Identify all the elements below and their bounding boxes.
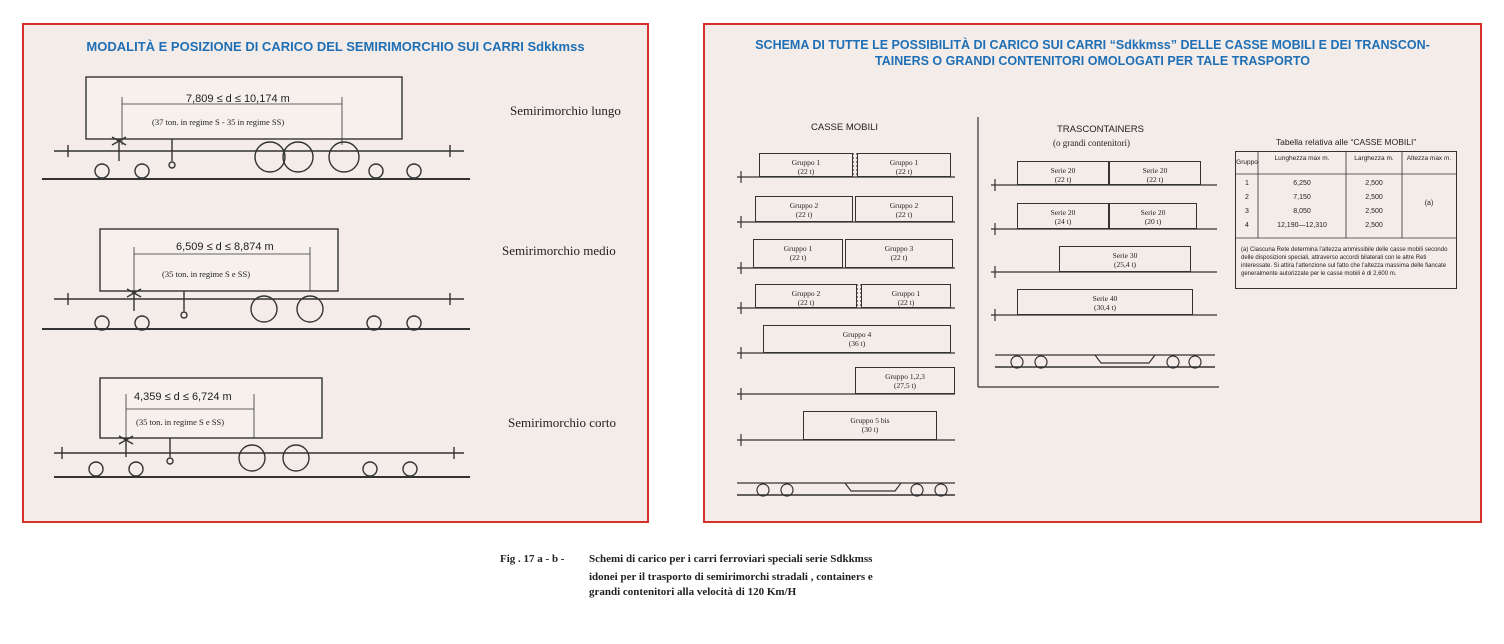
cassa-name: Gruppo 3 — [884, 244, 914, 253]
cassa-weight: (22 t) — [795, 210, 813, 219]
range-medium: 6,509 ≤ d ≤ 8,874 m — [176, 241, 274, 253]
range-short: 4,359 ≤ d ≤ 6,724 m — [134, 391, 232, 403]
trasc-heading: TRASCONTAINERS — [1057, 124, 1144, 135]
table-cell: 4 — [1245, 222, 1249, 229]
table-header: Altezza max m. — [1406, 155, 1452, 162]
table-cell: 1 — [1245, 180, 1249, 187]
table-cell: 12,190—12,310 — [1277, 222, 1327, 229]
cassa-weight: (30 t) — [861, 425, 879, 434]
cassa-weight: (22 t) — [797, 167, 815, 176]
table-cell: 2,500 — [1365, 208, 1383, 215]
note-short: (35 ton. in regime S e SS) — [136, 417, 225, 427]
cassa-name: Gruppo 1 — [783, 244, 813, 253]
container-name: Serie 40 — [1092, 294, 1118, 303]
container-name: Serie 20 — [1142, 166, 1168, 175]
cassa-box — [755, 196, 853, 222]
table-cell: 2,500 — [1365, 194, 1383, 201]
cassa-box — [755, 284, 857, 308]
container-weight: (22 t) — [1146, 175, 1164, 184]
panel-casse-mobili — [703, 23, 1482, 523]
cassa-name: Gruppo 1 — [791, 158, 821, 167]
container-box — [1109, 161, 1201, 185]
cassa-weight: (36 t) — [848, 339, 866, 348]
container-name: Serie 20 — [1140, 208, 1166, 217]
container-box — [1017, 203, 1109, 229]
casse-wagon — [737, 483, 955, 496]
trasc-subheading: (o grandi contenitori) — [1053, 138, 1130, 148]
table-cell: 8,050 — [1293, 208, 1311, 215]
container-weight: (22 t) — [1054, 175, 1072, 184]
table-cell: 2,500 — [1365, 222, 1383, 229]
table-cell-height: (a) — [1424, 200, 1434, 207]
cassa-weight: (22 t) — [897, 298, 915, 307]
range-long: 7,809 ≤ d ≤ 10,174 m — [186, 93, 290, 105]
cassa-box — [763, 325, 951, 353]
cassa-weight: (22 t) — [895, 210, 913, 219]
table-cell: 6,250 — [1293, 180, 1311, 187]
caption-line1: Schemi di carico per i carri ferroviari speciali serie Sdkkmss — [589, 553, 873, 565]
panel-b-title-line2: TAINERS O GRANDI CONTENITORI OMOLOGATI PER TALE TRASPORTO — [875, 54, 1310, 68]
label-short: Semirimorchio corto — [508, 415, 616, 430]
cassa-box — [759, 153, 853, 177]
cassa-name: Gruppo 1 — [889, 158, 919, 167]
caption-line2: idonei per il trasporto di semirimorchi stradali , containers e — [589, 571, 873, 583]
container-weight: (25,4 t) — [1113, 260, 1137, 269]
table-header: Larghezza m. — [1354, 155, 1394, 162]
cassa-box — [855, 196, 953, 222]
table-cell: 3 — [1245, 208, 1249, 215]
casse-heading: CASSE MOBILI — [811, 122, 879, 133]
container-name: Serie 20 — [1050, 208, 1076, 217]
label-medium: Semirimorchio medio — [502, 243, 616, 258]
caption-figure-number: Fig . 17 a - b - — [500, 553, 565, 565]
cassa-box — [845, 239, 953, 268]
table-header: Lunghezza max m. — [1274, 155, 1330, 162]
cassa-box — [803, 411, 937, 440]
semitrailer-drawings — [24, 25, 649, 523]
cassa-weight: (22 t) — [895, 167, 913, 176]
cassa-box — [855, 367, 955, 394]
cassa-box — [861, 284, 951, 308]
container-box — [1017, 161, 1109, 185]
container-weight: (24 t) — [1054, 217, 1072, 226]
container-name: Serie 20 — [1050, 166, 1076, 175]
cassa-name: Gruppo 5 bis — [850, 416, 890, 425]
wagon-short-drawing — [54, 378, 470, 477]
cassa-weight: (22 t) — [789, 253, 807, 262]
table-grid — [1235, 151, 1457, 289]
cassa-weight: (22 t) — [890, 253, 908, 262]
container-box — [1017, 289, 1193, 315]
table-header: Gruppo — [1236, 159, 1258, 166]
table-note: (a) Ciascuna Rete determina l’altezza ammissibile delle casse mobili secondo delle disposizioni speciali, attraverso accordi bilaterali con le altre Reti interessate. Si attira l’attenzione sul fatto che l’altezza massima delle fiancate generalmente autorizzate per le casse mobili è di 2,600 m. — [1241, 247, 1448, 277]
cassa-box — [857, 153, 951, 177]
cassa-name: Gruppo 2 — [889, 201, 919, 210]
cassa-name: Gruppo 1,2,3 — [885, 372, 925, 381]
cassa-weight: (22 t) — [797, 298, 815, 307]
panel-semirimorchio — [22, 23, 649, 523]
container-weight: (30,4 t) — [1093, 303, 1117, 312]
cassa-weight: (27,5 t) — [893, 381, 917, 390]
container-weight: (20 t) — [1144, 217, 1162, 226]
container-name: Serie 30 — [1112, 251, 1138, 260]
panel-a-title: MODALITÀ E POSIZIONE DI CARICO DEL SEMIRIMORCHIO SUI CARRI Sdkkmss — [86, 39, 585, 54]
cassa-name: Gruppo 2 — [789, 201, 819, 210]
panel-b-title-line1: SCHEMA DI TUTTE LE POSSIBILITÀ DI CARICO SUI CARRI “Sdkkmss” DELLE CASSE MOBILI E DEI TRANSCON- — [755, 38, 1430, 52]
cassa-name: Gruppo 2 — [791, 289, 821, 298]
note-long: (37 ton. in regime S - 35 in regime SS) — [152, 117, 285, 127]
table-cell: 2,500 — [1365, 180, 1383, 187]
container-box — [1059, 246, 1191, 272]
cassa-box — [753, 239, 843, 268]
table-cell: 2 — [1245, 194, 1249, 201]
label-long: Semirimorchio lungo — [510, 103, 621, 118]
table-cell: 7,150 — [1293, 194, 1311, 201]
cassa-name: Gruppo 4 — [842, 330, 872, 339]
caption-line3: grandi contenitori alla velocità di 120 Km/H — [589, 586, 797, 598]
casse-mobili-table — [1235, 137, 1457, 289]
table-title: Tabella relativa alle “CASSE MOBILI” — [1275, 137, 1417, 147]
cassa-name: Gruppo 1 — [891, 289, 921, 298]
note-medium: (35 ton. in regime S e SS) — [162, 269, 251, 279]
container-box — [1109, 203, 1197, 229]
